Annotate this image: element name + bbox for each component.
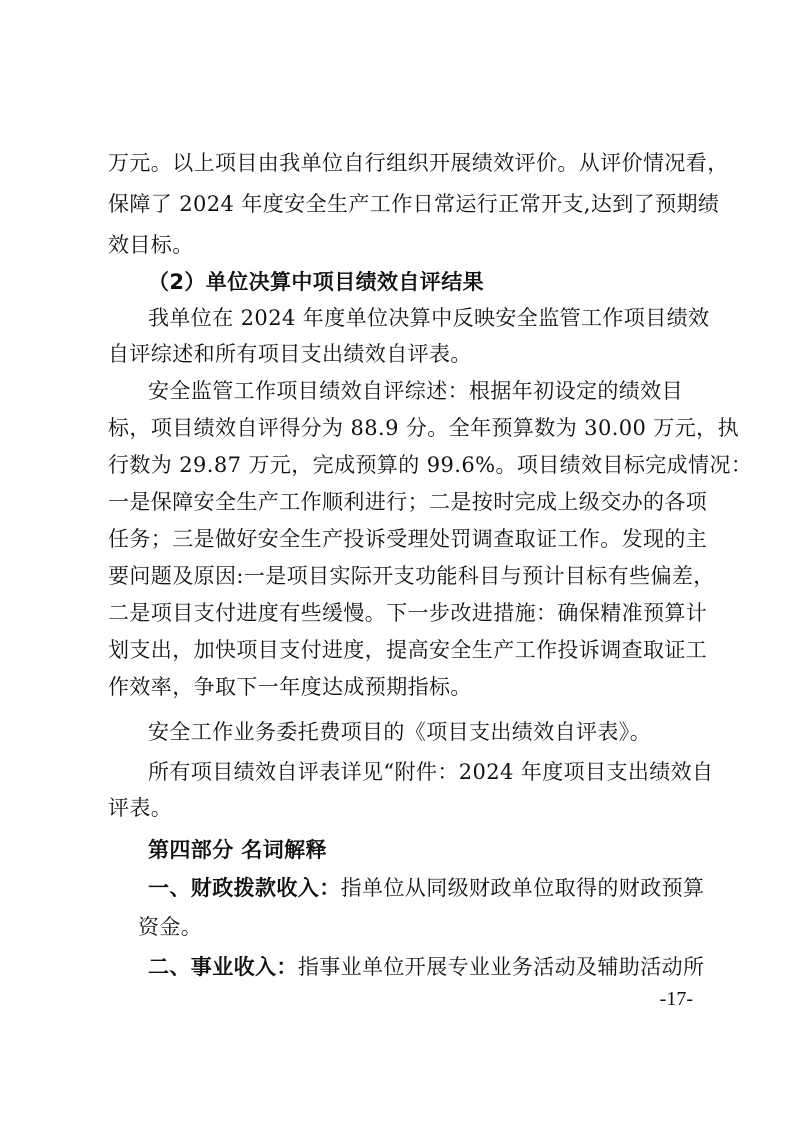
paragraph-2-line-1: 我单位在 2024 年度单位决算中反映安全监管工作项目绩效: [148, 306, 710, 330]
paragraph-3-line-3: 行数为 29.87 万元，完成预算的 99.6%。项目绩效目标完成情况：: [108, 453, 753, 477]
term-2-line-1: [148, 952, 704, 982]
paragraph-5-line-2: 评表。: [108, 796, 173, 820]
term-2-label: 二、事业收入：: [148, 955, 298, 979]
paragraph-3-line-1: 安全监管工作项目绩效自评综述：根据年初设定的绩效目: [148, 379, 683, 403]
paragraph-1-line-3: 效目标。: [108, 233, 194, 257]
paragraph-1-line-2: 保障了 2024 年度安全生产工作日常运行正常开支,达到了预期绩: [108, 192, 720, 216]
paragraph-3-line-6: 要问题及原因:一是项目实际开支功能科目与预计目标有些偏差，: [108, 564, 715, 588]
paragraph-3-line-2: 标，项目绩效自评得分为 88.9 分。全年预算数为 30.00 万元，执: [108, 416, 739, 440]
term-1-label: 一、财政拨款收入：: [148, 876, 341, 900]
paragraph-3-line-9: 作效率，争取下一年度达成预期指标。: [108, 675, 472, 699]
paragraph-5-line-1: 所有项目绩效自评表详见“附件：2024 年度项目支出绩效自: [148, 760, 714, 784]
page-number: -17-: [659, 988, 693, 1010]
section-heading: （2）单位决算中项目绩效自评结果: [148, 270, 485, 294]
paragraph-2-line-2: 自评综述和所有项目支出绩效自评表。: [108, 342, 472, 366]
term-1-definition: 指单位从同级财政单位取得的财政预算: [340, 876, 705, 900]
paragraph-4: 安全工作业务委托费项目的《项目支出绩效自评表》。: [148, 720, 652, 744]
paragraph-3-line-8: 划支出，加快项目支付进度，提高安全生产工作投诉调查取证工: [108, 638, 708, 662]
paragraph-3-line-5: 任务；三是做好安全生产投诉受理处罚调查取证工作。发现的主: [108, 527, 708, 551]
part-heading: 第四部分 名词解释: [148, 838, 327, 862]
term-1-line-2: 资金。: [138, 915, 203, 939]
term-1-line-1: [148, 873, 704, 903]
term-2-definition: 指事业单位开展专业业务活动及辅助活动所: [297, 955, 705, 979]
paragraph-3-line-7: 二是项目支付进度有些缓慢。下一步改进措施：确保精准预算计: [108, 601, 708, 625]
paragraph-1-line-1: 万元。以上项目由我单位自行组织开展绩效评价。从评价情况看，: [108, 151, 729, 175]
paragraph-3-line-4: 一是保障安全生产工作顺利进行；二是按时完成上级交办的各项: [108, 490, 708, 514]
